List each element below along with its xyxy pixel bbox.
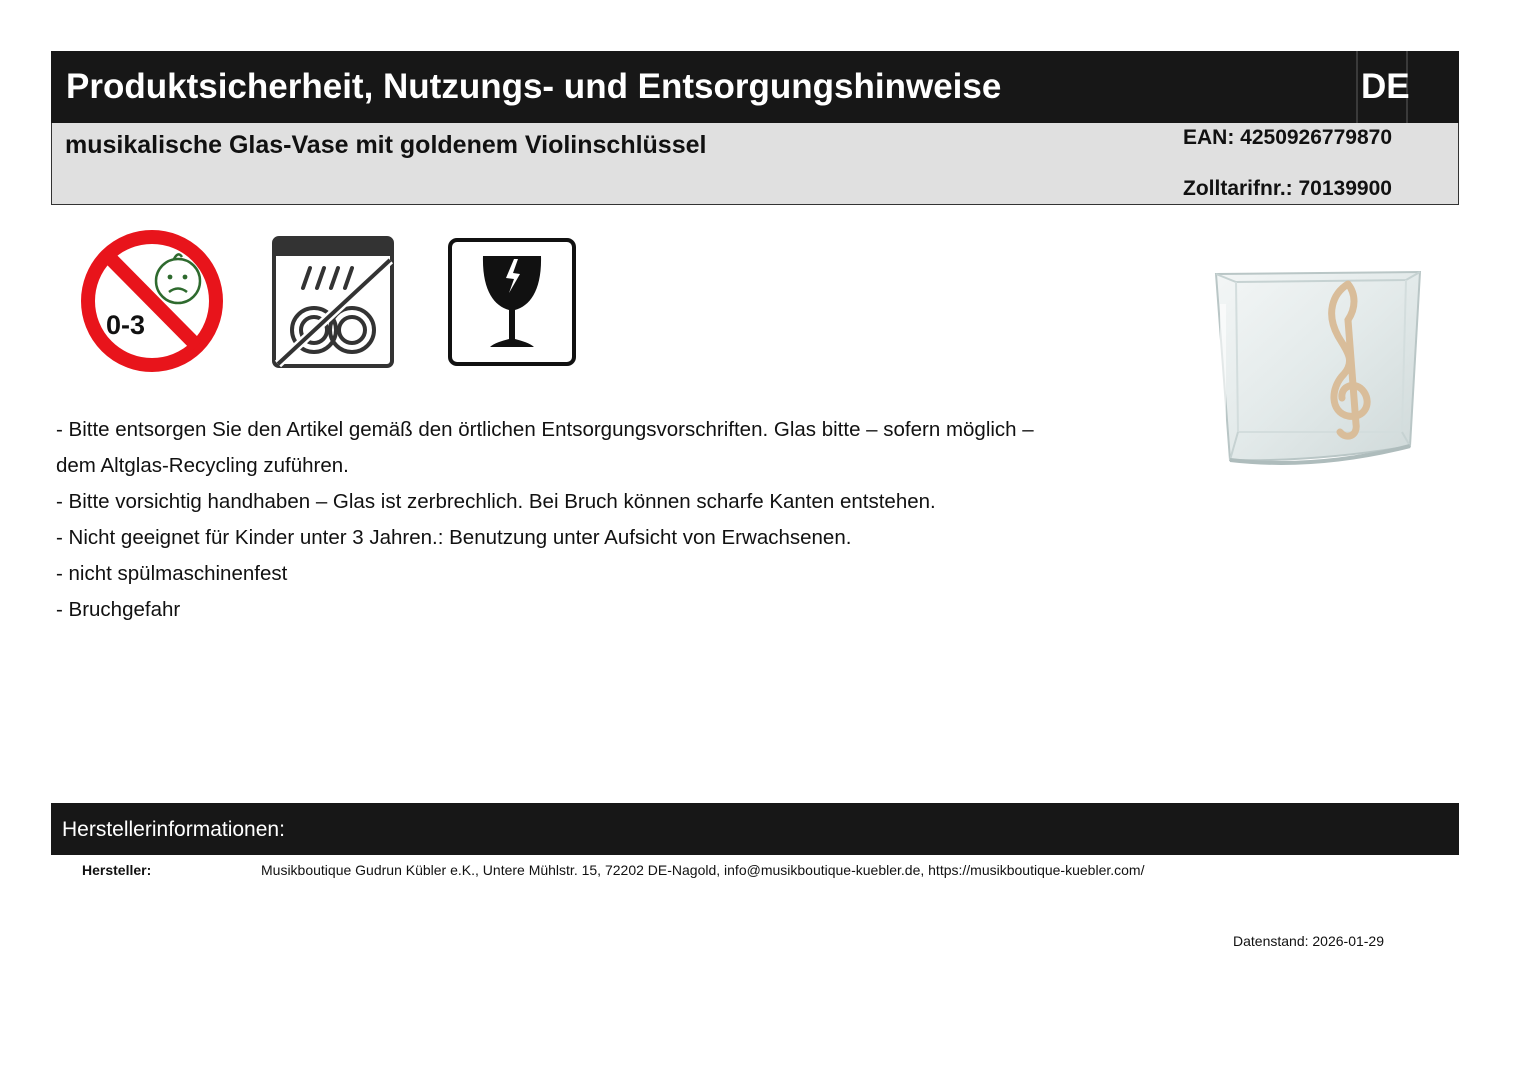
- not-dishwasher-safe-icon: [272, 236, 394, 368]
- customs-number: Zolltarifnr.: 70139900: [1183, 177, 1392, 200]
- manufacturer-header: [51, 803, 1459, 855]
- note-item: - nicht spülmaschinenfest: [56, 562, 288, 585]
- page-title: Produktsicherheit, Nutzungs- und Entsorgungshinweise: [66, 67, 1002, 106]
- note-item: - Bitte entsorgen Sie den Artikel gemäß den örtlichen Entsorgungsvorschriften. Glas bitte – sofern möglich – dem Altglas-Recycling zuführen.: [56, 418, 1034, 477]
- manufacturer-details: Musikboutique Gudrun Kübler e.K., Untere Mühlstr. 15, 72202 DE-Nagold, info@musikboutique-kuebler.de, https://musikboutique-kuebler.com/: [261, 862, 1145, 878]
- ean-code: EAN: 4250926779870: [1183, 126, 1392, 149]
- language-code: DE: [1361, 67, 1410, 106]
- fragile-glass-icon: [448, 238, 576, 366]
- note-item: - Bitte vorsichtig handhaben – Glas ist zerbrechlich. Bei Bruch können scharfe Kanten entstehen.: [56, 490, 936, 513]
- data-date: Datenstand: 2026-01-29: [1233, 933, 1384, 949]
- note-item: - Bruchgefahr: [56, 598, 181, 621]
- product-header: [51, 123, 1459, 205]
- header-bar: [51, 51, 1459, 123]
- product-name: musikalische Glas-Vase mit goldenem Violinschlüssel: [65, 131, 707, 159]
- product-image: [1206, 264, 1428, 470]
- no-children-under-3-icon: [78, 228, 228, 376]
- safety-notes: [56, 412, 1036, 628]
- manufacturer-label: Hersteller:: [82, 862, 152, 878]
- manufacturer-section-title: Herstellerinformationen:: [62, 818, 285, 841]
- note-item: - Nicht geeignet für Kinder unter 3 Jahren.: Benutzung unter Aufsicht von Erwachsenen.: [56, 526, 852, 549]
- age-label: 0-3: [106, 310, 146, 340]
